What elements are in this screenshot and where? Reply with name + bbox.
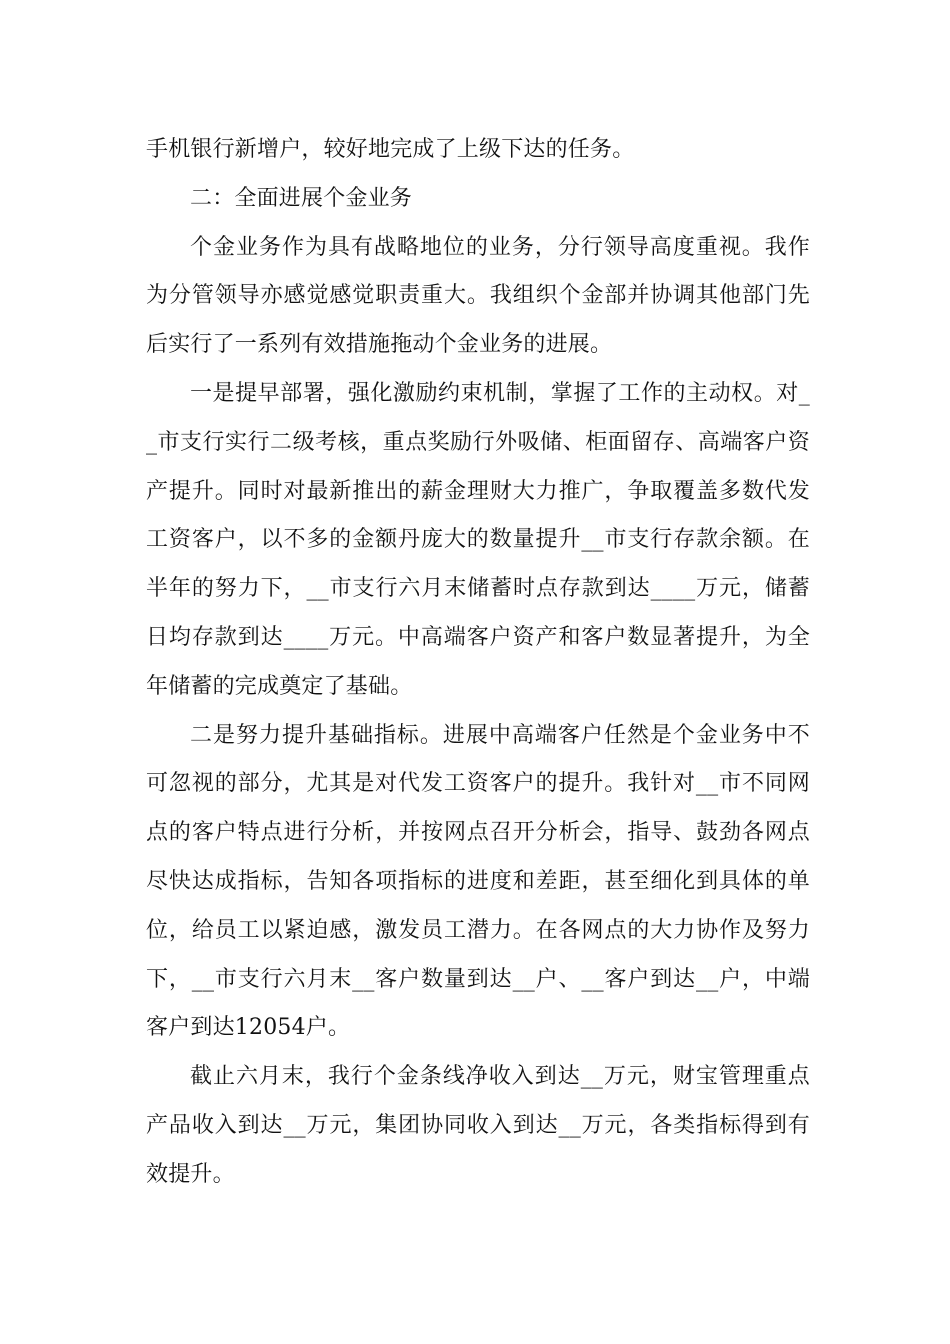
paragraph-3: 个金业务作为具有战略地位的业务，分行领导高度重视。我作为分管领导亦感觉感觉职责重大。我组织个金部并协调其他部门先后实行了一系列有效措施拖动个金业务的进展。: [146, 234, 810, 358]
paragraph-1: 手机银行新增户，较好地完成了上级下达的任务。: [146, 137, 635, 162]
document-body: [146, 126, 810, 1200]
paragraph-5: 二是努力提升基础指标。进展中高端客户任然是个金业务中不可忽视的部分，尤其是对代发工资客户的提升。我针对__市不同网点的客户特点进行分析，并按网点召开分析会，指导、鼓劲各网点尽快达成指标，告知各项指标的进度和差距，甚至细化到具体的单位，给员工以紧迫感，激发员工潜力。在各网点的大力协作及努力下，__市支行六月末__客户数量到达__户、__客户到达__户，中端客户到达12054户。: [146, 722, 810, 1041]
section-heading: 二：全面进展个金业务: [190, 185, 413, 211]
paragraph-4: 一是提早部署，强化激励约束机制，掌握了工作的主动权。对__市支行实行二级考核，重点奖励行外吸储、柜面留存、高端客户资产提升。同时对最新推出的薪金理财大力推广，争取覆盖多数代发工资客户，以不多的金额丹庞大的数量提升__市支行存款余额。在半年的努力下，__市支行六月末储蓄时点存款到达____万元，储蓄日均存款到达____万元。中高端客户资产和客户数显著提升，为全年储蓄的完成奠定了基础。: [146, 380, 810, 699]
paragraph-6: 截止六月末，我行个金条线净收入到达__万元，财宝管理重点产品收入到达__万元，集团协同收入到达__万元，各类指标得到有效提升。: [146, 1064, 810, 1187]
